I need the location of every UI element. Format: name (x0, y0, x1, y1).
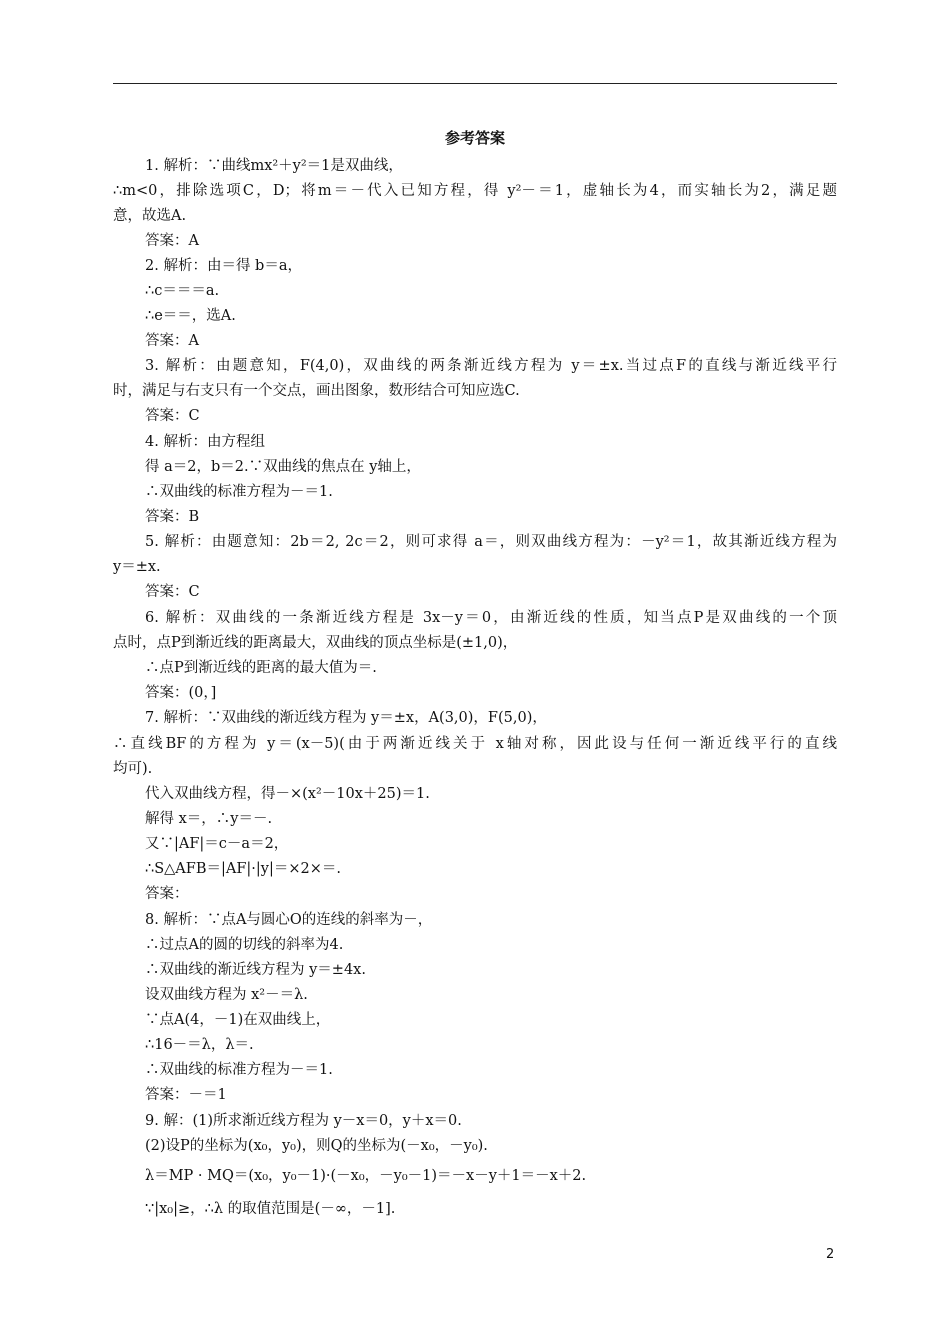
text-line: ∵|x₀|≥，∴λ 的取值范围是(－∞，－1]. (145, 1201, 396, 1217)
header-rule (113, 83, 837, 84)
text-line: ∴16－＝λ，λ＝. (145, 1037, 254, 1053)
text-line: 5. 解析：由题意知：2b＝2, 2c＝2，则可求得 a＝，则双曲线方程为：－y²＝1，故其渐近线方程为 (145, 534, 837, 550)
text-line: ∴直线BF的方程为 y＝(x－5)(由于两渐近线关于 x轴对称，因此设与任何一渐近线平行的直线 (113, 736, 837, 752)
answer-line: 答案： (145, 886, 189, 902)
answer-line: 答案：－＝1 (145, 1087, 227, 1103)
text-line: ∵点A(4，－1)在双曲线上， (145, 1012, 331, 1028)
text-line: 时，满足与右支只有一个交点，画出图象，数形结合可知应选C. (113, 383, 520, 399)
answer-line: 答案：(0，] (145, 685, 217, 701)
text-line: 解得 x＝，∴y＝－. (145, 811, 273, 827)
page-title: 参考答案 (444, 129, 505, 147)
text-line: 3. 解析：由题意知，F(4,0)，双曲线的两条渐近线方程为 y＝±x.当过点F的直线与渐近线平行 (145, 358, 837, 374)
text-line: 1. 解析：∵曲线mx²＋y²＝1是双曲线， (145, 158, 403, 174)
answer-line: 答案：C (145, 408, 200, 424)
answer-line: 答案：A (145, 333, 199, 349)
text-line: 均可). (113, 761, 153, 777)
text-line: 8. 解析：∵点A与圆心O的连线的斜率为－， (145, 912, 433, 928)
page-number: 2 (826, 1247, 835, 1262)
answer-line: 答案：A (145, 233, 199, 249)
answer-line: 答案：B (145, 509, 200, 525)
text-line: 7. 解析：∵双曲线的渐近线方程为 y＝±x，A(3,0)，F(5,0)， (145, 710, 547, 726)
text-line: λ＝MP · MQ＝(x₀，y₀－1)·(－x₀，－y₀－1)＝－x－y＋1＝－x＋2. (145, 1168, 587, 1184)
text-line: ∴双曲线的标准方程为－＝1. (145, 484, 333, 500)
text-line: 设双曲线方程为 x²－＝λ. (145, 987, 308, 1003)
text-line: 得 a＝2，b＝2.∵双曲线的焦点在 y轴上， (145, 459, 421, 475)
text-line: 2. 解析：由＝得 b＝a， (145, 258, 302, 274)
text-line: ∴点P到渐近线的距离的最大值为＝. (145, 660, 377, 676)
text-line: ∴m<0，排除选项C，D；将m＝－代入已知方程，得 y²－＝1，虚轴长为4，而实轴长为2，满足题 (113, 183, 837, 199)
text-line: 9. 解：(1)所求渐近线方程为 y－x＝0，y＋x＝0. (145, 1113, 462, 1129)
text-line: ∴S△AFB＝|AF|·|y|＝×2×＝. (145, 861, 342, 877)
text-line: ∴双曲线的标准方程为－＝1. (145, 1062, 333, 1078)
text-line: ∴e＝＝，选A. (145, 308, 236, 324)
text-line: 又∵|AF|＝c－a＝2， (145, 836, 289, 852)
text-line: (2)设P的坐标为(x₀，y₀)，则Q的坐标为(－x₀，－y₀). (145, 1138, 488, 1154)
text-line: 6. 解析：双曲线的一条渐近线方程是 3x－y＝0，由渐近线的性质，知当点P是双曲线的一个顶 (145, 610, 837, 626)
text-line: 意，故选A. (113, 208, 187, 224)
text-line: ∴过点A的圆的切线的斜率为4. (145, 937, 344, 953)
text-line: y＝±x. (113, 559, 161, 575)
text-line: ∴c＝＝＝a. (145, 283, 220, 299)
text-line: ∴双曲线的渐近线方程为 y＝±4x. (145, 962, 366, 978)
text-line: 点时，点P到渐近线的距离最大，双曲线的顶点坐标是(±1,0)， (113, 635, 518, 651)
answer-line: 答案：C (145, 584, 200, 600)
text-line: 代入双曲线方程，得－×(x²－10x＋25)＝1. (145, 786, 430, 802)
text-line: 4. 解析：由方程组 (145, 434, 265, 450)
